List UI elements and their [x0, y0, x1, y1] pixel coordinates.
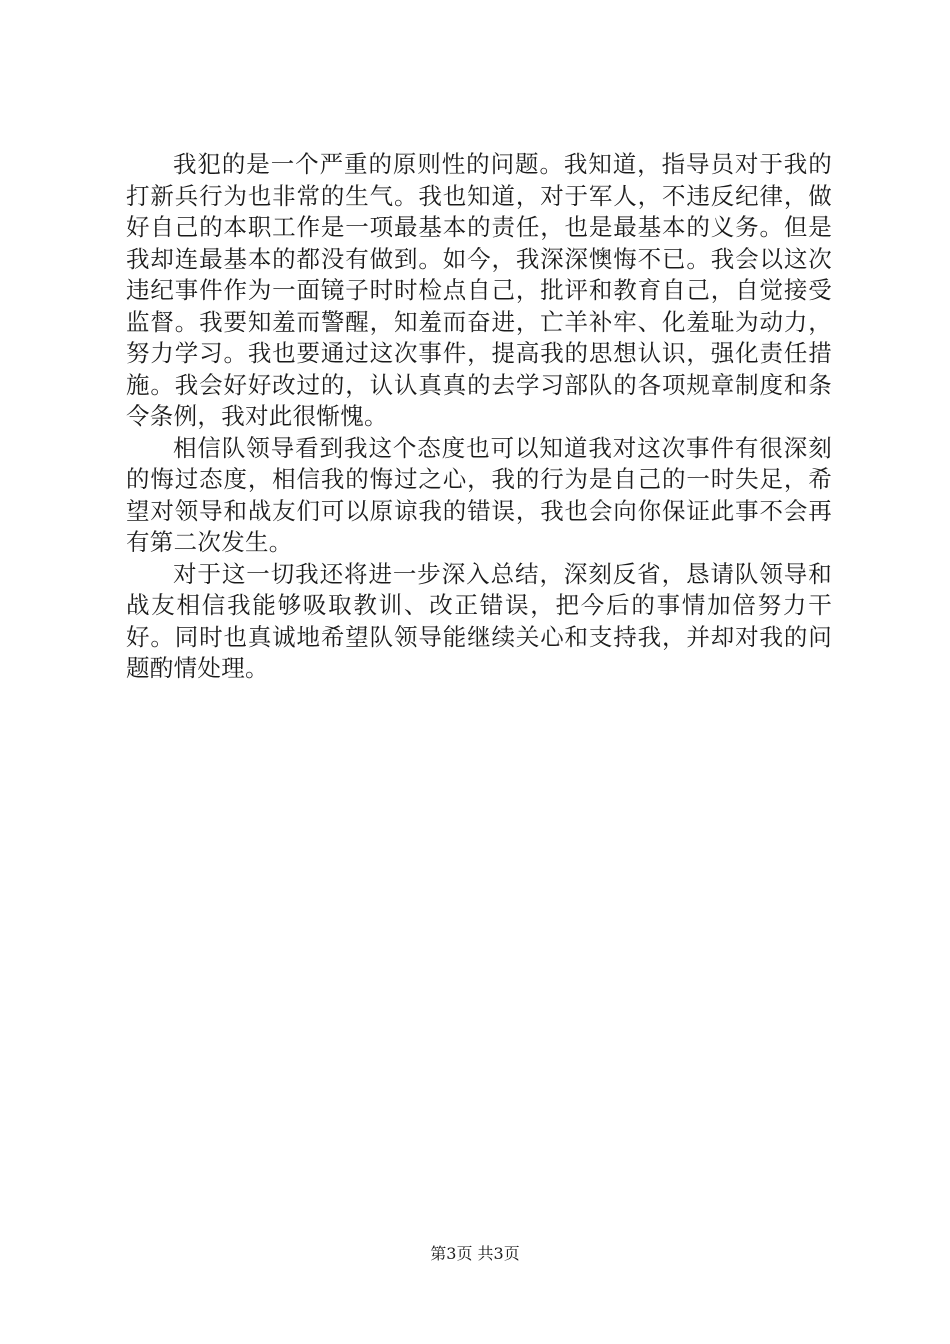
page-number-label: 第3页 共3页 [430, 1244, 520, 1263]
paragraph-2: 相信队领导看到我这个态度也可以知道我对这次事件有很深刻的悔过态度，相信我的悔过之心，我的行为是自己的一时失足，希望对领导和战友们可以原谅我的错误，我也会向你保证此事不会再有第二次发生。 [126, 433, 832, 556]
document-body [126, 149, 832, 685]
paragraph-3: 对于这一切我还将进一步深入总结，深刻反省，恳请队领导和战友相信我能够吸取教训、改正错误，把今后的事情加倍努力干好。同时也真诚地希望队领导能继续关心和支持我，并却对我的问题酌情处理。 [126, 559, 832, 682]
page-footer [0, 1244, 950, 1264]
paragraph-1: 我犯的是一个严重的原则性的问题。我知道，指导员对于我的打新兵行为也非常的生气。我也知道，对于军人，不违反纪律，做好自己的本职工作是一项最基本的责任，也是最基本的义务。但是我却连最基本的都没有做到。如今，我深深懊悔不已。我会以这次违纪事件作为一面镜子时时检点自己，批评和教育自己，自觉接受监督。我要知羞而警醒，知羞而奋进，亡羊补牢、化羞耻为动力，努力学习。我也要通过这次事件，提高我的思想认识，强化责任措施。我会好好改过的，认认真真的去学习部队的各项规章制度和条令条例，我对此很惭愧。 [126, 150, 832, 430]
